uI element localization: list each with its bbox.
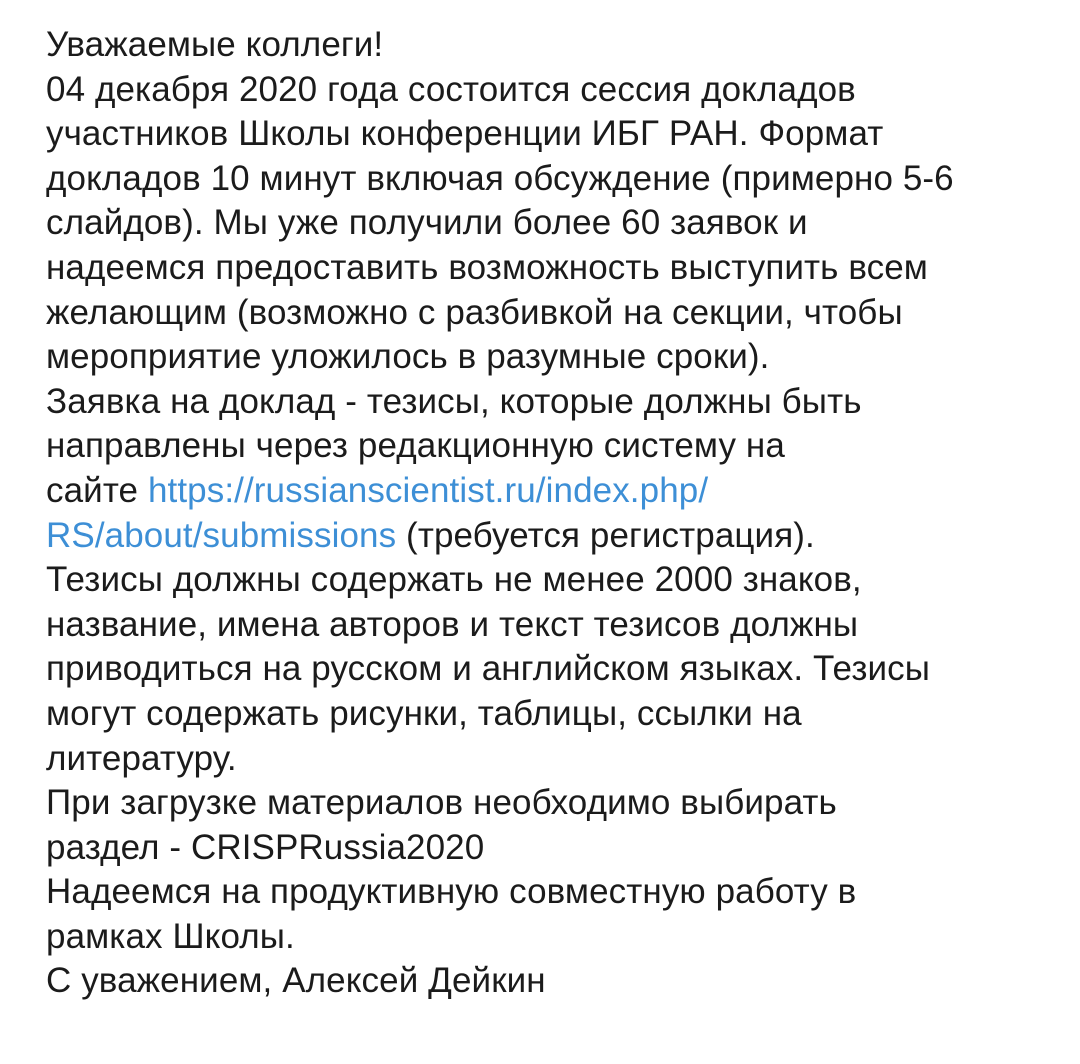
submission-link-part2[interactable]: RS/about/submissions [46, 515, 397, 555]
text-line: направлены через редакционную систему на [46, 426, 785, 466]
text-line: При загрузке материалов необходимо выбирать [46, 783, 837, 823]
text-line: надеемся предоставить возможность выступить всем [46, 247, 928, 287]
text-line: раздел - CRISPRussia2020 [46, 827, 485, 867]
link-line [46, 514, 1066, 559]
text-line: слайдов). Мы уже получили более 60 заявок и [46, 203, 808, 243]
text-line: название, имена авторов и текст тезисов должны [46, 604, 859, 644]
text-line: могут содержать рисунки, таблицы, ссылки на [46, 693, 802, 733]
submission-link-part1[interactable]: https://russianscientist.ru/index.php/ [147, 470, 709, 510]
text-line: Надеемся на продуктивную совместную работу в [46, 872, 857, 912]
link-suffix: (требуется регистрация). [396, 515, 815, 555]
text-line: приводиться на русском и английском языках. Тезисы [46, 649, 930, 689]
text-line: желающим (возможно с разбивкой на секции, чтобы [46, 292, 903, 332]
text-line: рамках Школы. [46, 916, 295, 956]
text-line: 04 декабря 2020 года состоится сессия докладов [46, 69, 856, 109]
greeting-line: Уважаемые коллеги! [46, 25, 384, 64]
site-line [46, 469, 1066, 514]
text-line: Тезисы должны содержать не менее 2000 знаков, [46, 560, 862, 600]
text-line: Заявка на доклад - тезисы, которые должны быть [46, 381, 862, 421]
message-body [46, 23, 1066, 1004]
text-line: докладов 10 минут включая обсуждение (примерно 5-6 [46, 158, 954, 198]
text-line: литературу. [46, 738, 237, 778]
site-prefix: сайте [46, 470, 148, 510]
text-line: мероприятие уложилось в разумные сроки). [46, 337, 770, 377]
text-line: участников Школы конференции ИБГ РАН. Формат [46, 114, 884, 154]
signature-line: С уважением, Алексей Дейкин [46, 961, 546, 1001]
